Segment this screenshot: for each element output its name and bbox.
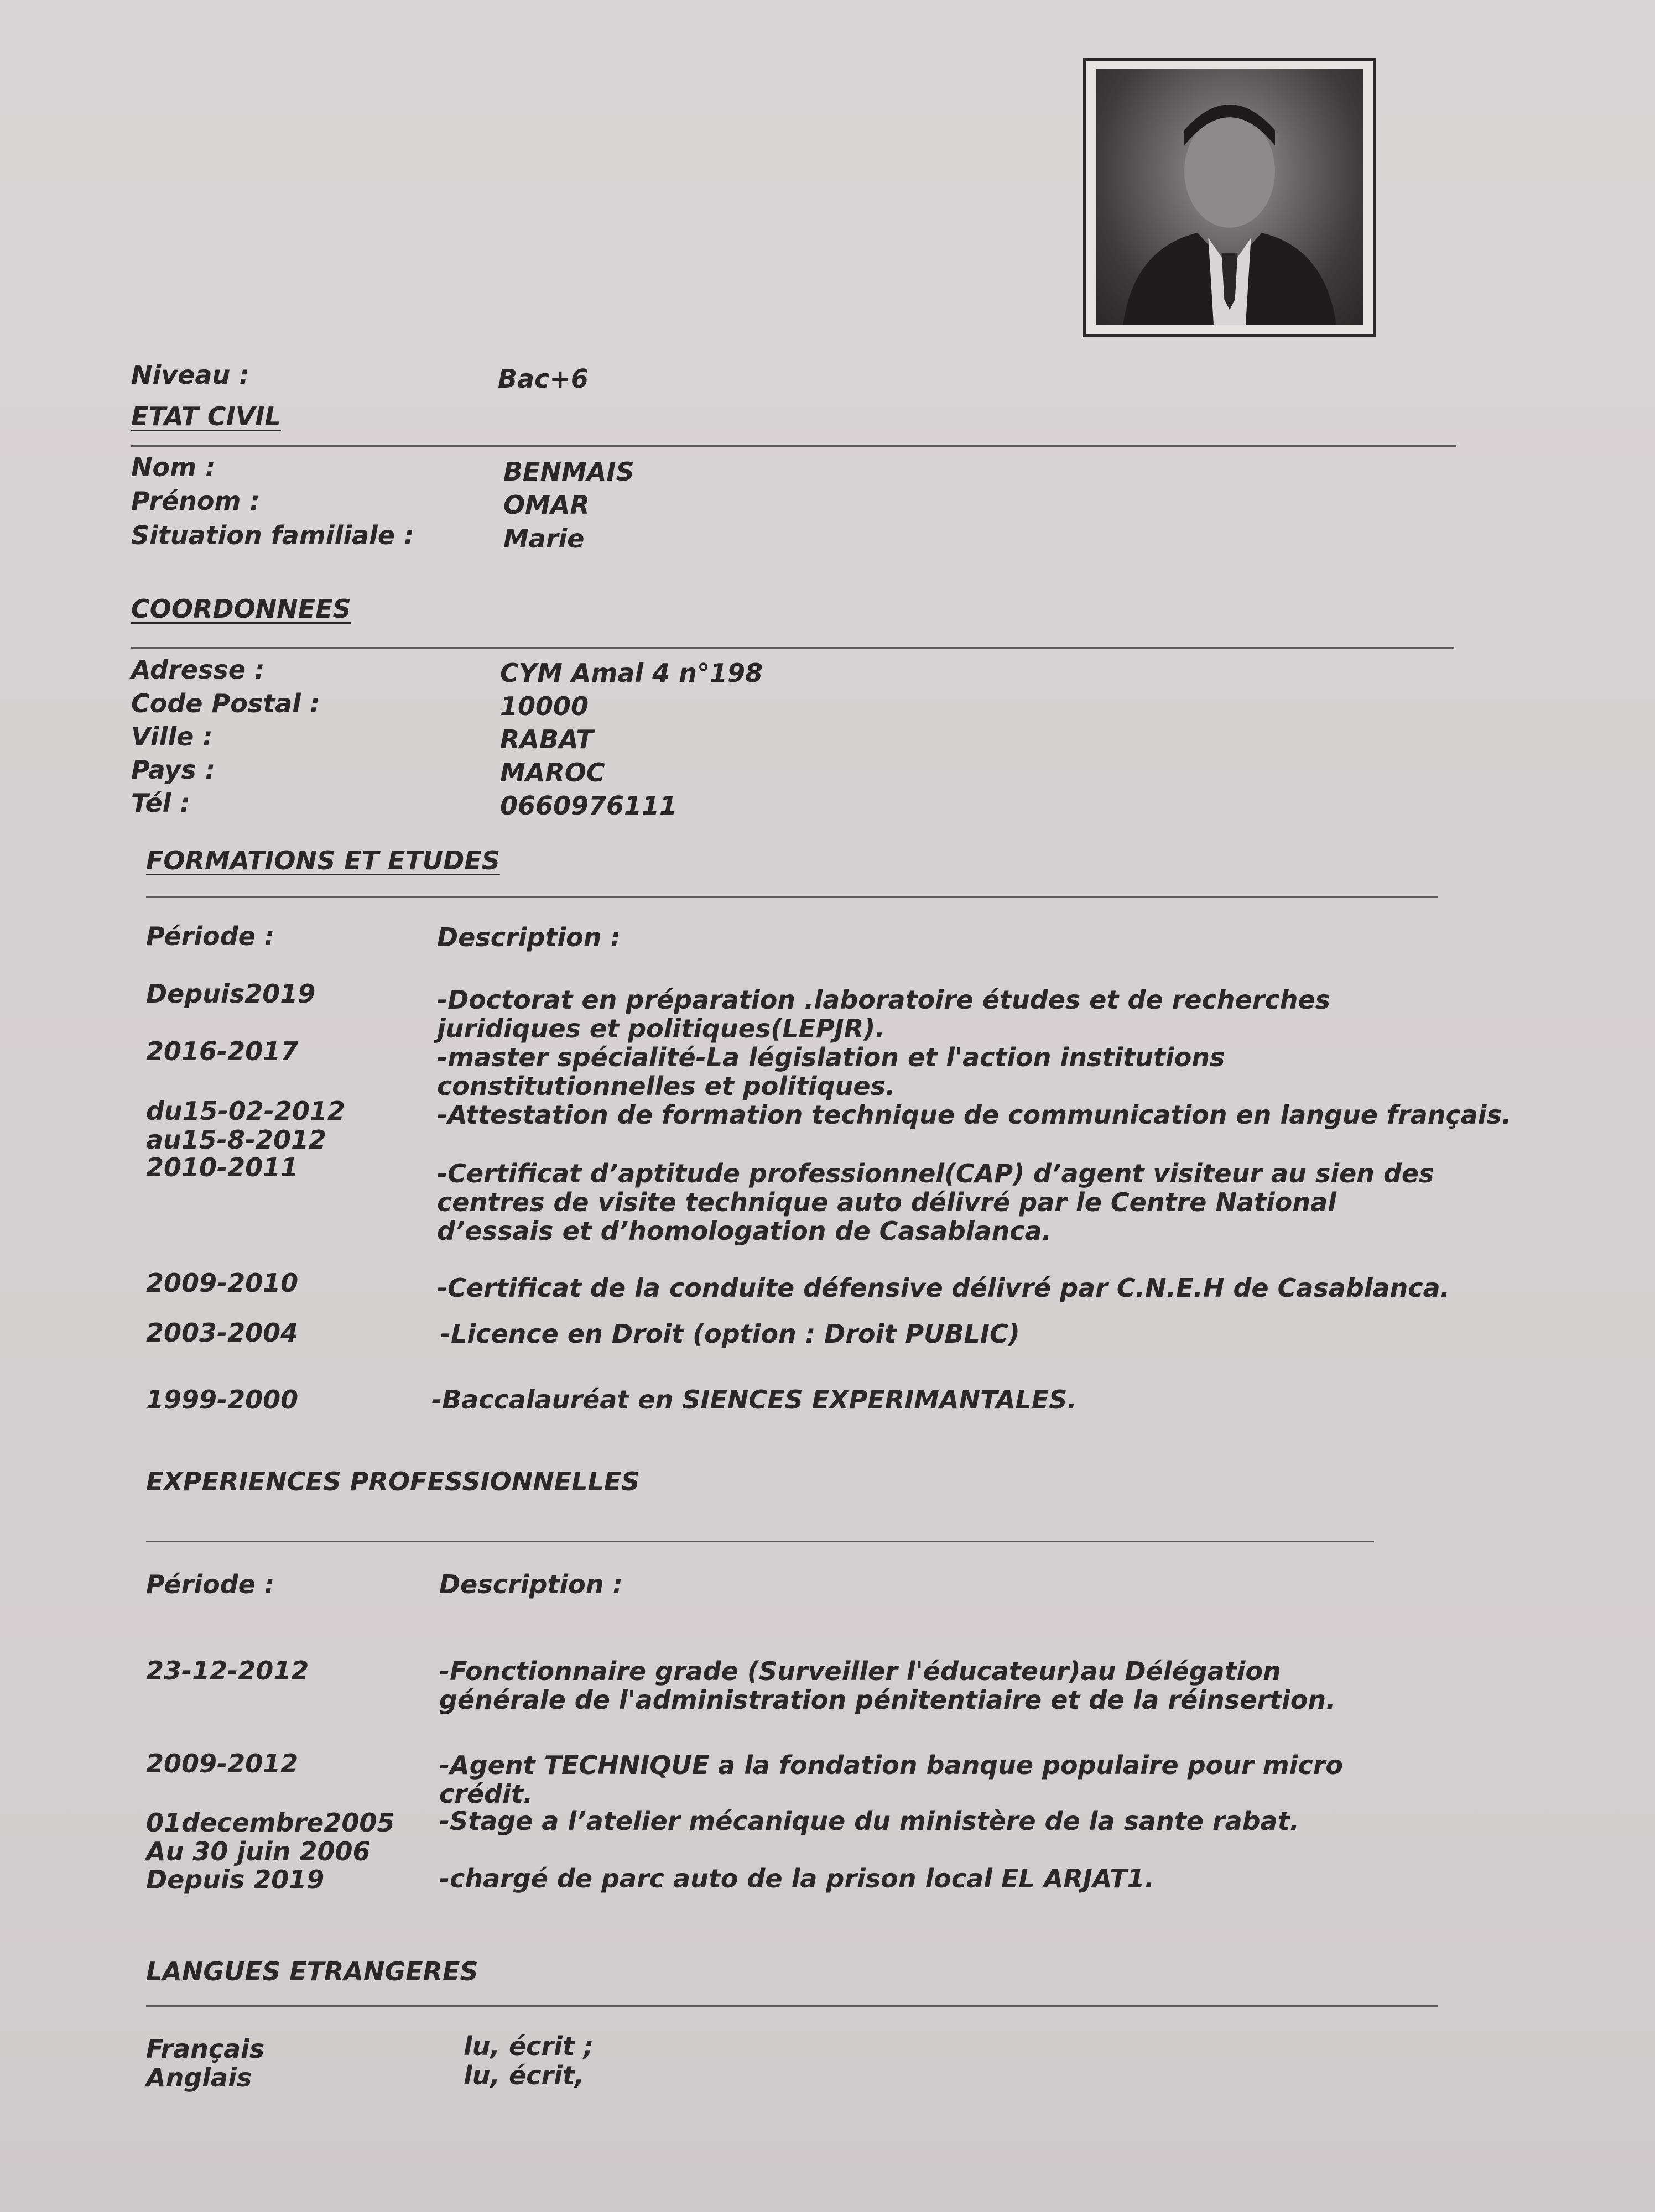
formations-heading: FORMATIONS ET ETUDES bbox=[146, 846, 500, 875]
formation-period: du15-02-2012 au15-8-2012 bbox=[146, 1096, 345, 1155]
langues-divider bbox=[146, 2005, 1438, 2007]
ville-label: Ville : bbox=[131, 722, 213, 752]
experience-description: -Fonctionnaire grade (Surveiller l'éducateur)au Délégation générale de l'administration pénitentiaire et de la réinsertion. bbox=[439, 1656, 1336, 1715]
coordonnees-heading: COORDONNEES bbox=[131, 594, 351, 624]
experience-period: Depuis 2019 bbox=[146, 1865, 325, 1895]
formation-description: -Baccalauréat en SIENCES EXPERIMANTALES. bbox=[431, 1385, 1077, 1415]
adresse-label: Adresse : bbox=[131, 655, 265, 685]
pays-value: MAROC bbox=[500, 758, 605, 787]
pays-label: Pays : bbox=[131, 755, 216, 785]
formations-description-header: Description : bbox=[437, 922, 621, 952]
experience-description: -Stage a l’atelier mécanique du ministère de la sante rabat. bbox=[439, 1806, 1300, 1836]
formation-description: -Licence en Droit (option : Droit PUBLIC) bbox=[440, 1319, 1020, 1349]
etat-civil-divider bbox=[131, 445, 1456, 447]
formation-period: 2009-2010 bbox=[146, 1268, 299, 1298]
formation-period: Depuis2019 bbox=[146, 979, 316, 1009]
nom-label: Nom : bbox=[131, 452, 216, 482]
formation-description: -Certificat de la conduite défensive délivré par C.N.E.H de Casablanca. bbox=[437, 1273, 1450, 1303]
formation-description: -Certificat d’aptitude professionnel(CAP) d’agent visiteur au sien des centres de visite technique auto délivré par le Centre National d’essais et d’homologation de Casablanca. bbox=[437, 1159, 1434, 1246]
situation-label: Situation familiale : bbox=[131, 520, 414, 550]
experience-period: 23-12-2012 bbox=[146, 1656, 309, 1686]
niveau-value: Bac+6 bbox=[498, 364, 589, 394]
experiences-divider bbox=[146, 1541, 1374, 1542]
langues-heading: LANGUES ETRANGERES bbox=[146, 1957, 478, 1986]
langue-value-anglais: lu, écrit, bbox=[464, 2060, 585, 2090]
experience-description: -Agent TECHNIQUE a la fondation banque populaire pour micro crédit. bbox=[439, 1750, 1343, 1809]
formation-description: -Attestation de formation technique de communication en langue français. bbox=[437, 1100, 1512, 1130]
langue-value-francais: lu, écrit ; bbox=[464, 2031, 594, 2061]
ville-value: RABAT bbox=[500, 724, 594, 754]
adresse-value: CYM Amal 4 n°198 bbox=[500, 658, 763, 688]
experiences-period-header: Période : bbox=[146, 1569, 275, 1599]
situation-value: Marie bbox=[503, 524, 585, 554]
formation-period: 2003-2004 bbox=[146, 1318, 299, 1348]
profile-photo bbox=[1083, 58, 1376, 337]
experiences-heading: EXPERIENCES PROFESSIONNELLES bbox=[146, 1467, 640, 1496]
prenom-value: OMAR bbox=[503, 490, 590, 520]
experience-period: 2009-2012 bbox=[146, 1749, 299, 1778]
formation-period: 2016-2017 bbox=[146, 1036, 299, 1066]
portrait-photo-icon bbox=[1096, 69, 1363, 325]
tel-value: 0660976111 bbox=[500, 791, 678, 821]
coordonnees-divider bbox=[131, 647, 1454, 649]
formation-description: -Doctorat en préparation .laboratoire études et de recherches juridiques et politiques(LEPJR). bbox=[437, 985, 1331, 1044]
tel-label: Tél : bbox=[131, 788, 190, 818]
experiences-description-header: Description : bbox=[439, 1569, 623, 1599]
formations-divider bbox=[146, 896, 1438, 898]
formation-description: -master spécialité-La législation et l'action institutions constitutionnelles et politiques. bbox=[437, 1042, 1225, 1101]
niveau-label: Niveau : bbox=[131, 360, 249, 390]
experience-period: 01decembre2005 Au 30 juin 2006 bbox=[146, 1808, 395, 1866]
experience-description: -chargé de parc auto de la prison local EL ARJAT1. bbox=[439, 1864, 1154, 1893]
code-postal-label: Code Postal : bbox=[131, 688, 320, 718]
formation-period: 2010-2011 bbox=[146, 1152, 299, 1182]
langue-label-francais: Français bbox=[146, 2034, 265, 2064]
nom-value: BENMAIS bbox=[503, 457, 634, 487]
formations-period-header: Période : bbox=[146, 921, 275, 951]
langue-label-anglais: Anglais bbox=[146, 2063, 252, 2093]
formation-period: 1999-2000 bbox=[146, 1385, 299, 1415]
prenom-label: Prénom : bbox=[131, 486, 260, 516]
code-postal-value: 10000 bbox=[500, 691, 589, 721]
etat-civil-heading: ETAT CIVIL bbox=[131, 401, 281, 431]
